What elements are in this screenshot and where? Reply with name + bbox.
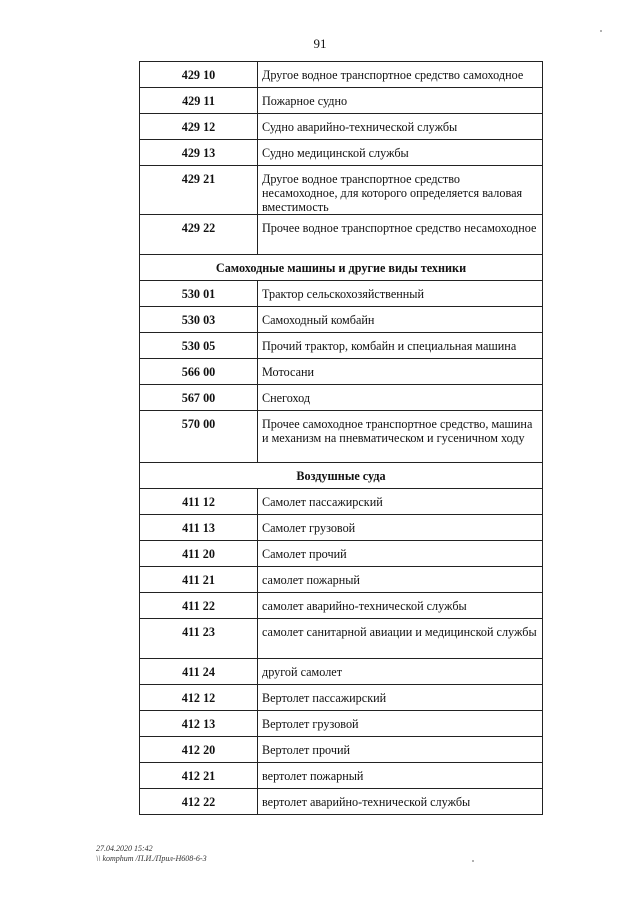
table-row [140,140,543,166]
description-cell: Судно аварийно-технической службы [258,114,543,140]
footer-file-path: \\ komphum /П.И./Прил-Н608-6-3 [96,854,207,863]
code-cell: 412 12 [140,685,258,711]
description-cell: Снегоход [258,385,543,411]
description-cell: самолет санитарной авиации и медицинской службы [258,619,543,659]
code-cell: 411 13 [140,515,258,541]
code-cell: 429 13 [140,140,258,166]
page-number: 91 [313,36,327,51]
table-row [140,659,543,685]
section-header-row [140,255,543,281]
code-cell: 411 24 [140,659,258,685]
code-cell: 411 20 [140,541,258,567]
table-row [140,114,543,140]
table-row [140,593,543,619]
description-cell: Трактор сельскохозяйственный [258,281,543,307]
table-row [140,763,543,789]
code-cell: 411 21 [140,567,258,593]
table-row [140,789,543,815]
description-cell: Прочее водное транспортное средство несамоходное [258,215,543,255]
description-cell: Вертолет прочий [258,737,543,763]
description-cell: самолет пожарный [258,567,543,593]
description-cell: Вертолет грузовой [258,711,543,737]
code-cell: 567 00 [140,385,258,411]
scan-speck [600,30,602,32]
table-row [140,88,543,114]
description-cell: Мотосани [258,359,543,385]
description-cell: Вертолет пассажирский [258,685,543,711]
description-cell: Прочий трактор, комбайн и специальная машина [258,333,543,359]
table-row [140,619,543,659]
code-cell: 530 01 [140,281,258,307]
classification-table [139,61,543,815]
table-row [140,541,543,567]
code-cell: 411 23 [140,619,258,659]
table-row [140,515,543,541]
code-cell: 530 03 [140,307,258,333]
table-row [140,489,543,515]
code-cell: 412 22 [140,789,258,815]
description-cell: другой самолет [258,659,543,685]
code-cell: 429 12 [140,114,258,140]
table-row [140,685,543,711]
table-row [140,333,543,359]
description-cell: Прочее самоходное транспортное средство, машина и механизм на пневматическом и гусеничном ходу [258,411,543,463]
description-cell: вертолет пожарный [258,763,543,789]
description-cell: Судно медицинской службы [258,140,543,166]
description-cell: Самолет грузовой [258,515,543,541]
code-cell: 411 12 [140,489,258,515]
code-cell: 429 21 [140,166,258,215]
description-cell: Самолет пассажирский [258,489,543,515]
section-header-row [140,463,543,489]
table-row [140,166,543,215]
table-row [140,359,543,385]
description-cell: Самоходный комбайн [258,307,543,333]
table-row [140,385,543,411]
code-cell: 412 21 [140,763,258,789]
code-cell: 412 13 [140,711,258,737]
table-body [140,62,543,815]
table-row [140,62,543,88]
code-cell: 411 22 [140,593,258,619]
document-footer [96,844,207,864]
section-title: Самоходные машины и другие виды техники [140,255,543,281]
description-cell: самолет аварийно-технической службы [258,593,543,619]
table-row [140,411,543,463]
footer-timestamp: 27.04.2020 15:42 [96,844,153,853]
code-cell: 570 00 [140,411,258,463]
code-cell: 566 00 [140,359,258,385]
table-row [140,307,543,333]
code-cell: 429 10 [140,62,258,88]
table-row [140,711,543,737]
description-cell: Пожарное судно [258,88,543,114]
description-cell: Другое водное транспортное средство самоходное [258,62,543,88]
table-row [140,567,543,593]
code-cell: 429 22 [140,215,258,255]
description-cell: вертолет аварийно-технической службы [258,789,543,815]
description-cell: Другое водное транспортное средство несамоходное, для которого определяется валовая вместимость [258,166,543,215]
code-cell: 429 11 [140,88,258,114]
code-cell: 530 05 [140,333,258,359]
section-title: Воздушные суда [140,463,543,489]
code-cell: 412 20 [140,737,258,763]
description-cell: Самолет прочий [258,541,543,567]
table-row [140,737,543,763]
table-row [140,215,543,255]
scan-speck [472,860,474,862]
table-row [140,281,543,307]
